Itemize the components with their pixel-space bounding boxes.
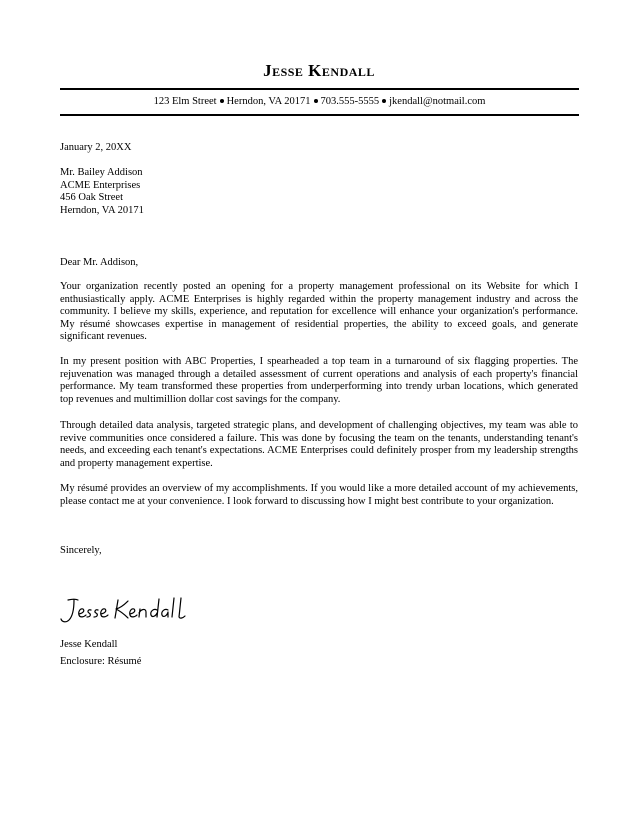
contact-street: 123 Elm Street — [153, 96, 217, 107]
header-rule-top — [60, 88, 579, 90]
closing: Sincerely, — [60, 545, 102, 556]
salutation: Dear Mr. Addison, — [60, 257, 139, 268]
signer-name: Jesse Kendall — [60, 639, 118, 650]
contact-line — [60, 95, 579, 109]
paragraph-text: In my present position with ABC Properties, I spearheaded a top team in a turnaround of six flagging properties. The rejuvenation was managed through a detailed assessment of current operations and analysis of each property's financial performance. My team transformed these properties from underperforming into trendy urban locations, which generated top revenues and multimillion dollar cost savings for the company. — [60, 356, 578, 405]
letter-date: January 2, 20XX — [60, 142, 132, 153]
paragraph-text: My résumé provides an overview of my accomplishments. If you would like a more detailed account of my achievements, please contact me at your convenience. I look forward to discussing how I might best contribute to your organization. — [60, 483, 578, 507]
contact-email: jkendall@notmail.com — [389, 96, 486, 107]
body-paragraph-4 — [60, 483, 578, 508]
header-rule-bottom — [60, 114, 579, 116]
handwritten-signature — [58, 592, 198, 626]
body-paragraph-2 — [60, 356, 578, 406]
recipient-name: Mr. Bailey Addison — [60, 167, 143, 178]
contact-city: Herndon, VA 20171 — [226, 96, 311, 107]
sender-name: Jesse Kendall — [263, 61, 375, 80]
recipient-address — [60, 167, 578, 217]
enclosure-note: Enclosure: Résumé — [60, 656, 142, 667]
bullet-icon — [314, 99, 318, 103]
bullet-icon — [382, 99, 386, 103]
contact-phone: 703.555-5555 — [320, 96, 380, 107]
body-paragraph-3 — [60, 420, 578, 470]
body-paragraph-1 — [60, 281, 578, 344]
paragraph-text: Your organization recently posted an opening for a property management professional on its Website for which I enthusiastically apply. ACME Enterprises is highly regarded within the property management industry and across the community. I believe my skills, experience, and reputation for excellence will enhance your organization's performance. My résumé showcases expertise in management of residential properties, the ability to exceed goals, and generate significant revenues. — [60, 281, 578, 343]
recipient-street: 456 Oak Street — [60, 192, 123, 204]
bullet-icon — [220, 99, 224, 103]
recipient-company: ACME Enterprises — [60, 179, 141, 191]
recipient-city: Herndon, VA 20171 — [60, 204, 144, 216]
paragraph-text: Through detailed data analysis, targeted strategic plans, and development of challenging objectives, my team was able to revive communities once considered a failure. This was done by focusing the team on the tenants, understanding tenant's needs, and exceeding each tenant's expectations. ACME Enterprises could definitely prosper from my leadership strengths and property management expertise. — [60, 420, 578, 469]
